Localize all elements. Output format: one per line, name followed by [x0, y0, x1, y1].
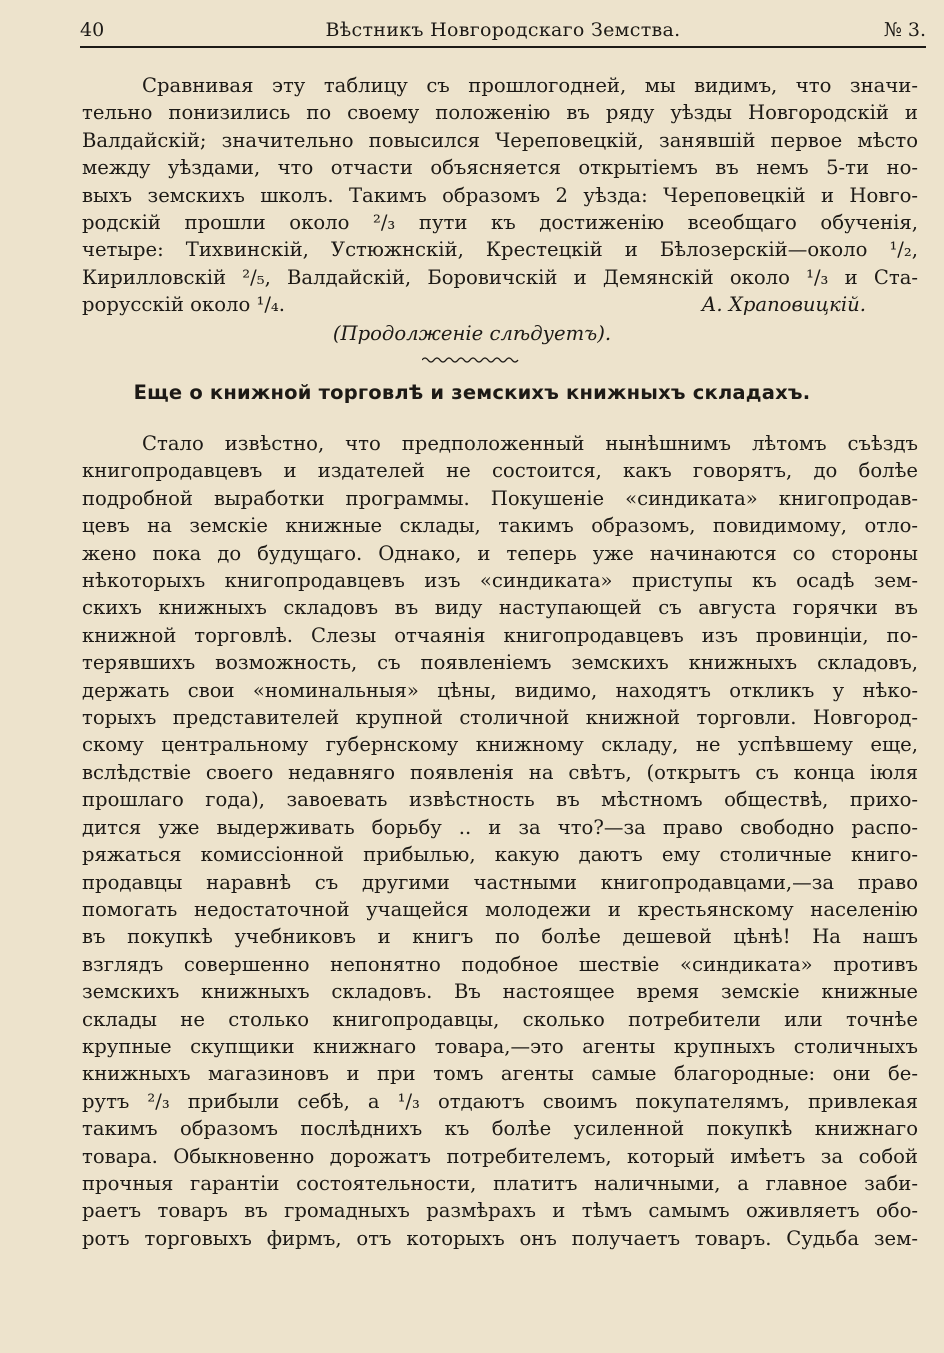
text-line: склады не столько книгопродавцы, сколько потребители или точнѣе — [82, 1007, 918, 1031]
text-line: книжной торговлѣ. Слезы отчаянія книгопродавцевъ изъ провинціи, по- — [82, 623, 918, 647]
text-line: крупные скупщики книжнаго товара,—это агенты крупныхъ столичныхъ — [82, 1034, 918, 1058]
text-line: тельно понизились по своему положенію въ ряду уѣзды Новгородскій и — [82, 101, 918, 125]
text-line: рорусскій около ¹/₄. — [82, 293, 286, 317]
closing-line — [82, 291, 918, 318]
text-line: такимъ образомъ послѣднихъ къ болѣе усиленной покупкѣ книжнаго — [82, 1117, 918, 1141]
paragraph-2 — [82, 430, 918, 1252]
issue-number: № 3. — [883, 19, 926, 41]
page-number: 40 — [80, 19, 105, 41]
paragraph-1 — [82, 72, 918, 319]
author-signature: А. Храповицкій. — [701, 293, 866, 317]
journal-title: Вѣстникъ Новгородскаго Земства. — [325, 19, 681, 41]
text-line: Валдайскій; значительно повысился Череповецкій, занявшій первое мѣсто — [82, 128, 918, 152]
text-line: цевъ на земскіе книжные склады, такимъ образомъ, повидимому, отло- — [82, 514, 918, 538]
wavy-divider — [422, 355, 522, 365]
text-line: прошлаго года), завоевать извѣстность въ мѣстномъ обществѣ, прихо- — [82, 788, 918, 812]
text-line: ротъ торговыхъ фирмъ, отъ которыхъ онъ получаетъ товаръ. Судьба зем- — [82, 1226, 918, 1250]
text-line: вслѣдствіе своего недавняго появленія на свѣтъ, (открытъ съ конца іюля — [82, 760, 918, 784]
text-line: раетъ товаръ въ громадныхъ размѣрахъ и тѣмъ самымъ оживляетъ обо- — [82, 1199, 918, 1223]
article-title: Еще о книжной торговлѣ и земскихъ книжныхъ складахъ. — [133, 381, 811, 404]
text-line: Сравнивая эту таблицу съ прошлогодней, мы видимъ, что значи- — [142, 74, 918, 97]
text-line: между уѣздами, что отчасти объясняется открытіемъ въ немъ 5-ти но- — [82, 156, 918, 180]
text-line: взглядъ совершенно непонятно подобное шествіе «синдиката» противъ — [82, 952, 918, 976]
text-line: помогать недостаточной учащейся молодежи и крестьянскому населенію — [82, 897, 918, 921]
text-line: прочныя гарантіи состоятельности, платитъ наличными, а главное заби- — [82, 1171, 918, 1195]
text-line: держать свои «номинальныя» цѣны, видимо, находятъ откликъ у нѣко- — [82, 678, 918, 702]
running-header — [80, 14, 926, 48]
text-line: дится уже выдерживать борьбу .. и за что?—за право свободно распо- — [82, 815, 918, 839]
text-line: книжныхъ магазиновъ и при томъ агенты самые благородные: они бе- — [82, 1062, 918, 1086]
text-line: скихъ книжныхъ складовъ въ виду наступающей съ августа горячки въ — [82, 596, 918, 620]
text-line: родскій прошли около ²/₃ пути къ достиженію всеобщаго обученія, — [82, 211, 918, 235]
text-line: Стало извѣстно, что предположенный нынѣшнимъ лѣтомъ съѣздъ — [142, 432, 918, 455]
text-line: товара. Обыкновенно дорожатъ потребителемъ, который имѣетъ за собой — [82, 1144, 918, 1168]
text-line: четыре: Тихвинскій, Устюжнскій, Крестецкій и Бѣлозерскій—около ¹/₂, — [82, 238, 918, 262]
text-line: земскихъ книжныхъ складовъ. Въ настоящее время земскіе книжные — [82, 980, 918, 1004]
text-line: скому центральному губернскому книжному складу, не успѣвшему еще, — [82, 733, 918, 757]
text-line: рутъ ²/₃ прибыли себѣ, а ¹/₃ отдаютъ своимъ покупателямъ, привлекая — [82, 1089, 918, 1113]
text-line: торыхъ представителей крупной столичной книжной торговли. Новгород- — [82, 706, 918, 730]
text-line: ряжаться комиссіонной прибылью, какую даютъ ему столичные книго- — [82, 843, 918, 867]
text-line: книгопродавцевъ и издателей не состоится, какъ говорятъ, до болѣе — [82, 459, 918, 483]
text-line: выхъ земскихъ школъ. Такимъ образомъ 2 уѣзда: Череповецкій и Новго- — [82, 183, 918, 207]
text-line: терявшихъ возможность, съ появленіемъ земскихъ книжныхъ складовъ, — [82, 651, 918, 675]
text-line: подробной выработки программы. Покушеніе «синдиката» книгопродав- — [82, 486, 918, 510]
continuation-note: (Продолженіе слѣдуетъ). — [332, 322, 612, 345]
text-line: жено пока до будущаго. Однако, и теперь уже начинаются со стороны — [82, 541, 918, 565]
text-line: продавцы наравнѣ съ другими частными книгопродавцами,—за право — [82, 870, 918, 894]
text-line: въ покупкѣ учебниковъ и книгъ по болѣе дешевой цѣнѣ! На нашъ — [82, 925, 918, 949]
text-line: Кирилловскій ²/₅, Валдайскій, Боровичскій и Демянскій около ¹/₃ и Ста- — [82, 265, 918, 289]
text-line: нѣкоторыхъ книгопродавцевъ изъ «синдиката» приступы къ осадѣ зем- — [82, 569, 918, 593]
